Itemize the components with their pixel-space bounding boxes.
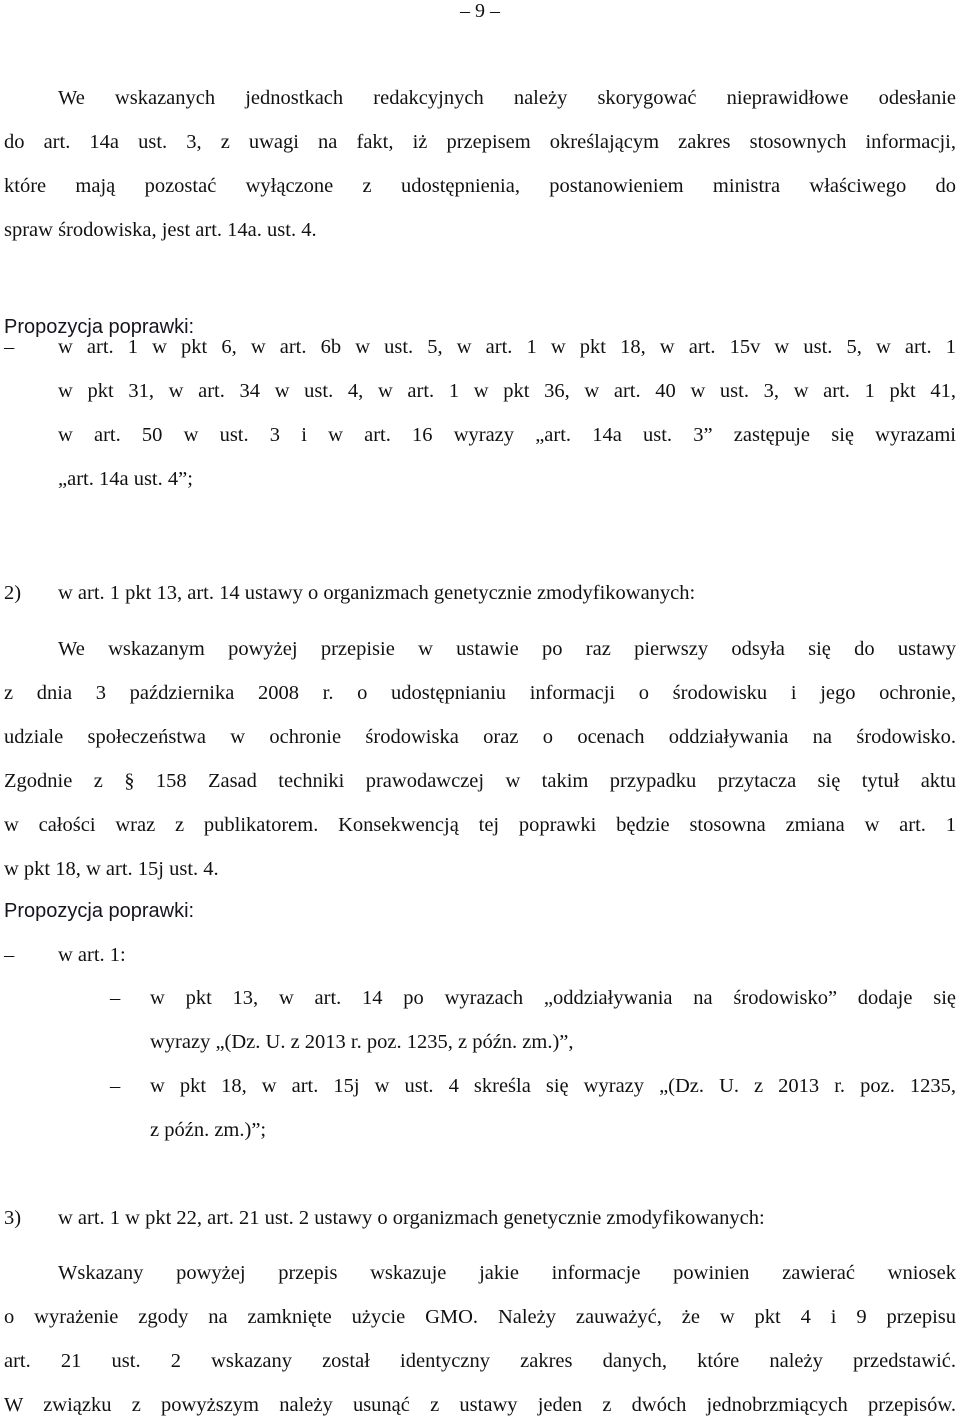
proposal-intro: w art. 1:	[58, 944, 126, 966]
paragraph-tytul-aktu	[4, 627, 956, 891]
item-text: w art. 1 w pkt 22, art. 21 ust. 2 ustawy o organizmach genetycznie zmodyfikowanych:	[58, 1207, 765, 1229]
subitem-line: w pkt 18, w art. 15j w ust. 4 skreśla się wyrazy „(Dz. U. z 2013 r. poz. 1235,	[150, 1075, 956, 1097]
proposal-line: w art. 1 w pkt 6, w art. 6b w ust. 5, w art. 1 w pkt 18, w art. 15v w ust. 5, w art. 1	[58, 336, 956, 358]
numbered-item-2	[4, 571, 956, 615]
numbered-item-3	[4, 1196, 956, 1240]
item-text: w art. 1 pkt 13, art. 14 ustawy o organizmach genetycznie zmodyfikowanych:	[58, 582, 696, 604]
paragraph-line: które mają pozostać wyłączone z udostępnienia, postanowieniem ministra właściwego do	[4, 175, 956, 197]
proposal-heading: Propozycja poprawki:	[4, 900, 195, 922]
item-number: 3)	[4, 1207, 22, 1229]
paragraph-line: Zgodnie z § 158 Zasad techniki prawodawczej w takim przypadku przytacza się tytuł aktu	[4, 770, 956, 792]
dash-bullet: –	[4, 944, 15, 966]
proposal-heading: Propozycja poprawki:	[4, 316, 195, 338]
dash-bullet: –	[4, 336, 15, 358]
paragraph-line: We wskazanych jednostkach redakcyjnych należy skorygować nieprawidłowe odesłanie	[58, 87, 956, 109]
paragraph-odeslanie	[4, 76, 956, 252]
proposal-item	[4, 325, 956, 515]
proposal-subitem	[4, 1064, 956, 1152]
paragraph-line: w całości wraz z publikatorem. Konsekwencją tej poprawki będzie stosowna zmiana w art. 1	[4, 814, 956, 836]
item-number: 2)	[4, 582, 22, 604]
proposal-line: w pkt 31, w art. 34 w ust. 4, w art. 1 w pkt 36, w art. 40 w ust. 3, w art. 1 pkt 41,	[58, 380, 956, 402]
paragraph-line: art. 21 ust. 2 wskazany został identyczny zakres danych, które należy przedstawić.	[4, 1350, 956, 1372]
paragraph-gmo	[4, 1251, 956, 1427]
proposal-line: „art. 14a ust. 4”;	[58, 468, 193, 490]
paragraph-line: W związku z powyższym należy usunąć z ustawy jeden z dwóch jednobrzmiących przepisów.	[4, 1394, 956, 1416]
subitem-line: w pkt 13, w art. 14 po wyrazach „oddziaływania na środowisko” dodaje się	[150, 987, 956, 1009]
paragraph-line: z dnia 3 października 2008 r. o udostępnianiu informacji o środowisku i jego ochronie,	[4, 682, 956, 704]
proposal-line: w art. 50 w ust. 3 i w art. 16 wyrazy „art. 14a ust. 3” zastępuje się wyrazami	[58, 424, 956, 446]
paragraph-line: w pkt 18, w art. 15j ust. 4.	[4, 858, 219, 880]
paragraph-line: spraw środowiska, jest art. 14a. ust. 4.	[4, 219, 317, 241]
page-number: – 9 –	[460, 0, 500, 22]
subitem-line: z późn. zm.)”;	[150, 1119, 267, 1141]
proposal-subitem	[4, 976, 956, 1064]
proposal-item	[4, 933, 956, 977]
dash-bullet: –	[110, 1075, 121, 1097]
paragraph-line: We wskazanym powyżej przepisie w ustawie po raz pierwszy odsyła się do ustawy	[58, 638, 956, 660]
paragraph-line: udziale społeczeństwa w ochronie środowiska oraz o ocenach oddziaływania na środowisko.	[4, 726, 956, 748]
paragraph-line: do art. 14a ust. 3, z uwagi na fakt, iż przepisem określającym zakres stosownych informacji,	[4, 131, 956, 153]
paragraph-line: Wskazany powyżej przepis wskazuje jakie informacje powinien zawierać wniosek	[58, 1262, 956, 1284]
paragraph-line: o wyrażenie zgody na zamknięte użycie GMO. Należy zauważyć, że w pkt 4 i 9 przepisu	[4, 1306, 956, 1328]
dash-bullet: –	[110, 987, 121, 1009]
subitem-line: wyrazy „(Dz. U. z 2013 r. poz. 1235, z późn. zm.)”,	[150, 1031, 574, 1053]
